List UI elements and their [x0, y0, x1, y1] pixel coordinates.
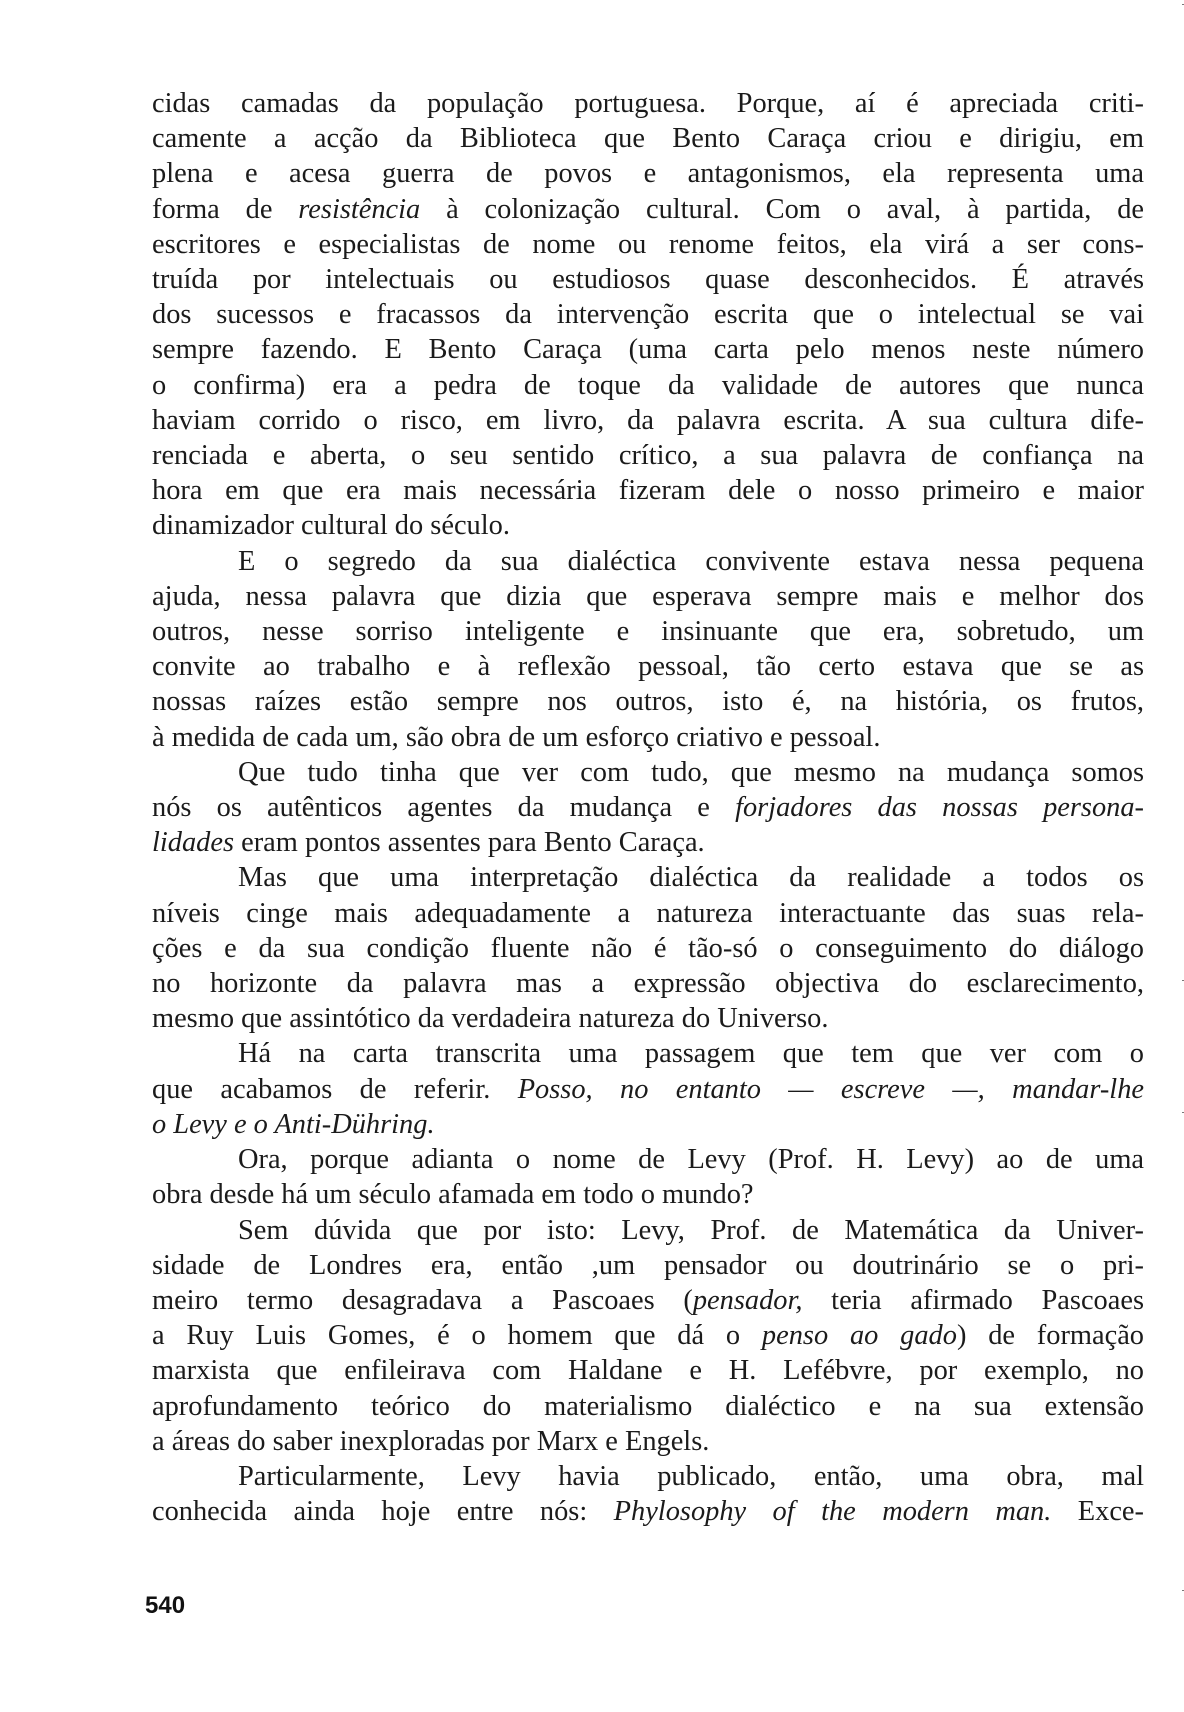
text-line	[152, 931, 1144, 966]
italic-text: resistência	[298, 193, 421, 225]
text-line	[152, 438, 1144, 473]
italic-text: o Levy e o Anti-Dühring.	[152, 1108, 435, 1140]
text-segment: cidas camadas da população portuguesa. Porque, aí é apreciada criti-	[152, 88, 1144, 119]
text-line	[152, 790, 1144, 825]
paragraph	[152, 755, 1144, 861]
text-line	[152, 227, 1144, 262]
text-line	[152, 1283, 1144, 1318]
text-segment: níveis cinge mais adequadamente a natureza interactuante das suas rela-	[152, 897, 1144, 929]
text-line	[152, 86, 1144, 121]
italic-text: Phylosophy of the modern man.	[613, 1496, 1052, 1528]
italic-text: Posso, no entanto — escreve —, mandar-lhe	[517, 1073, 1144, 1105]
text-segment: meiro termo desagradava a Pascoaes (	[152, 1284, 693, 1316]
text-segment: Que tudo tinha que ver com tudo, que mesmo na mudança somos	[238, 756, 1144, 788]
paragraph	[152, 1036, 1144, 1142]
text-segment: Há na carta transcrita uma passagem que tem que ver com o	[238, 1038, 1144, 1070]
text-line	[152, 156, 1144, 191]
text-line	[152, 825, 1144, 860]
text-segment: sidade de Londres era, então ,um pensador ou doutrinário se o pri-	[152, 1249, 1144, 1281]
text-segment: mesmo que assintótico da verdadeira natureza do Universo.	[152, 1003, 829, 1035]
text-segment: Ora, porque adianta o nome de Levy (Prof. H. Levy) ao de uma	[238, 1144, 1144, 1176]
text-line	[152, 1177, 1144, 1212]
paragraph	[152, 544, 1144, 755]
text-segment: hora em que era mais necessária fizeram dele o nosso primeiro e maior	[152, 475, 1144, 507]
text-line	[152, 473, 1144, 508]
paragraph	[152, 1213, 1144, 1459]
text-segment: dos sucessos e fracassos da intervenção escrita que o intelectual se vai	[152, 299, 1144, 331]
text-line	[152, 755, 1144, 790]
text-segment: sempre fazendo. E Bento Caraça (uma carta pelo menos neste número	[152, 334, 1144, 366]
paragraph	[152, 1459, 1144, 1529]
text-line	[152, 508, 1144, 543]
text-segment: à colonização cultural. Com o aval, à partida, de	[420, 193, 1145, 225]
text-segment: E o segredo da sua dialéctica convivente estava nessa pequena	[238, 545, 1144, 577]
text-line	[152, 966, 1144, 1001]
text-segment: nós os autênticos agentes da mudança e	[152, 792, 736, 824]
page-number: 540	[145, 1592, 186, 1619]
text-line	[152, 403, 1144, 438]
text-segment: dinamizador cultural do século.	[152, 510, 510, 542]
text-segment: haviam corrido o risco, em livro, da palavra escrita. A sua cultura dife-	[152, 404, 1144, 436]
italic-text: penso ao gado	[761, 1320, 957, 1352]
text-line	[152, 1459, 1144, 1494]
text-segment: convite ao trabalho e à reflexão pessoal, tão certo estava que se as	[152, 651, 1144, 683]
text-line	[152, 262, 1144, 297]
paragraph	[152, 860, 1144, 1036]
text-segment: conhecida ainda hoje entre nós:	[152, 1496, 614, 1528]
text-line	[152, 1389, 1144, 1424]
text-segment: plena e acesa guerra de povos e antagonismos, ela representa uma	[152, 158, 1144, 190]
text-segment: nossas raízes estão sempre nos outros, isto é, na história, os frutos,	[152, 686, 1144, 718]
paragraph	[152, 86, 1144, 544]
text-segment: ajuda, nessa palavra que dizia que esperava sempre mais e melhor dos	[152, 580, 1144, 612]
text-segment: ções e da sua condição fluente não é tão-só o conseguimento do diálogo	[152, 932, 1144, 964]
text-line	[152, 1318, 1144, 1353]
text-line	[152, 684, 1144, 719]
text-line	[152, 860, 1144, 895]
text-line	[152, 614, 1144, 649]
text-line	[152, 1494, 1144, 1529]
text-line	[152, 1424, 1144, 1459]
text-line	[152, 1248, 1144, 1283]
text-segment: renciada e aberta, o seu sentido crítico, a sua palavra de confiança na	[152, 440, 1144, 472]
text-line	[152, 1142, 1144, 1177]
text-line	[152, 544, 1144, 579]
text-segment: truída por intelectuais ou estudiosos quase desconhecidos. É através	[152, 264, 1144, 296]
text-segment: forma de	[152, 193, 299, 225]
text-line	[152, 297, 1144, 332]
text-line	[152, 332, 1144, 367]
text-segment: o confirma) era a pedra de toque da validade de autores que nunca	[152, 369, 1144, 401]
text-line	[152, 1036, 1144, 1071]
text-segment: que acabamos de referir.	[152, 1073, 518, 1105]
text-line	[152, 649, 1144, 684]
text-line	[152, 1072, 1144, 1107]
text-segment: a áreas do saber inexploradas por Marx e Engels.	[152, 1425, 710, 1457]
text-segment: Exce-	[1051, 1496, 1144, 1528]
text-line	[152, 579, 1144, 614]
italic-text: lidades	[152, 827, 235, 859]
text-segment: no horizonte da palavra mas a expressão objectiva do esclarecimento,	[152, 968, 1144, 1000]
text-line	[152, 1213, 1144, 1248]
text-line	[152, 1001, 1144, 1036]
text-segment: Particularmente, Levy havia publicado, então, uma obra, mal	[238, 1460, 1144, 1492]
italic-text: pensador,	[692, 1284, 803, 1316]
body-text	[152, 86, 1144, 1529]
text-segment: camente a acção da Biblioteca que Bento Caraça criou e dirigiu, em	[152, 123, 1144, 155]
text-segment: eram pontos assentes para Bento Caraça.	[234, 827, 705, 859]
text-segment: Mas que uma interpretação dialéctica da realidade a todos os	[238, 862, 1144, 894]
text-segment: a Ruy Luis Gomes, é o homem que dá o	[152, 1320, 762, 1352]
text-segment: Sem dúvida que por isto: Levy, Prof. de Matemática da Univer-	[238, 1214, 1144, 1246]
text-segment: à medida de cada um, são obra de um esforço criativo e pessoal.	[152, 721, 881, 753]
text-line	[152, 121, 1144, 156]
text-line	[152, 1353, 1144, 1388]
text-segment: aprofundamento teórico do materialismo dialéctico e na sua extensão	[152, 1390, 1144, 1422]
text-segment: teria afirmado Pascoaes	[802, 1284, 1144, 1316]
text-line	[152, 1107, 1144, 1142]
text-line	[152, 896, 1144, 931]
italic-text: forjadores das nossas persona-	[735, 792, 1145, 824]
text-line	[152, 192, 1144, 227]
paragraph	[152, 1142, 1144, 1212]
text-segment: escritores e especialistas de nome ou renome feitos, ela virá a ser cons-	[152, 228, 1144, 260]
text-segment: marxista que enfileirava com Haldane e H. Lefébvre, por exemplo, no	[152, 1355, 1144, 1387]
text-segment: ) de formação	[956, 1320, 1144, 1352]
text-segment: obra desde há um século afamada em todo o mundo?	[152, 1179, 754, 1211]
text-line	[152, 720, 1144, 755]
text-line	[152, 368, 1144, 403]
text-segment: outros, nesse sorriso inteligente e insinuante que era, sobretudo, um	[152, 616, 1144, 648]
